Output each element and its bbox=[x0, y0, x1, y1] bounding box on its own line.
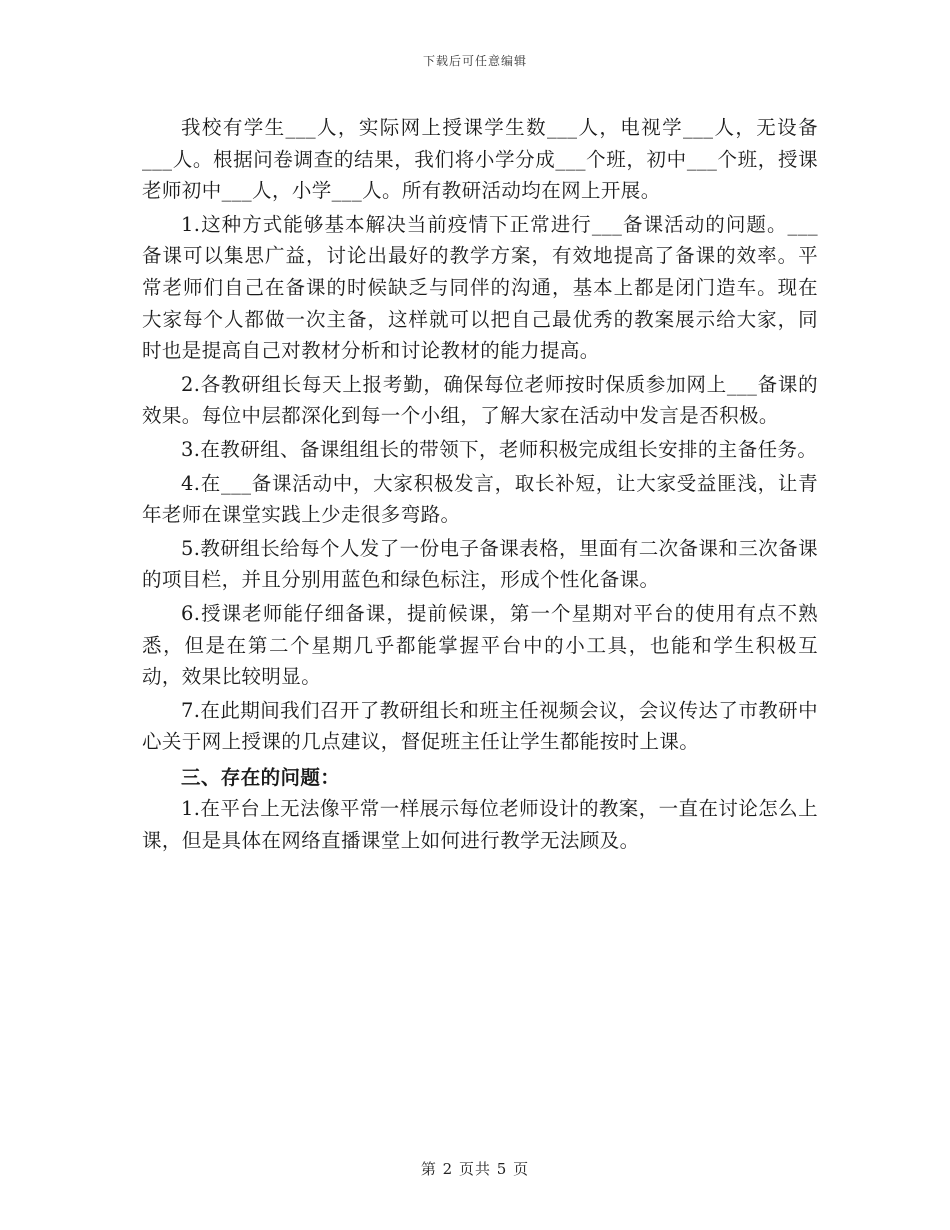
paragraph-item-6: 6.授课老师能仔细备课，提前候课，第一个星期对平台的使用有点不熟悉，但是在第二个星期几乎都能掌握平台中的小工具，也能和学生积极互动，效果比较明显。 bbox=[142, 601, 818, 689]
paragraph-item-2: 2.各教研组长每天上报考勤，确保每位老师按时保质参加网上___备课的效果。每位中层都深化到每一个小组，了解大家在活动中发言是否积极。 bbox=[142, 372, 818, 428]
problem-item-1: 1.在平台上无法像平常一样展示每位老师设计的教案，一直在讨论怎么上课，但是具体在网络直播课堂上如何进行教学无法顾及。 bbox=[142, 797, 818, 853]
section-heading-problems: 三、存在的问题： bbox=[181, 765, 341, 789]
paragraph-item-5: 5.教研组长给每个人发了一份电子备课表格，里面有二次备课和三次备课的项目栏，并且分别用蓝色和绿色标注，形成个性化备课。 bbox=[142, 536, 818, 592]
paragraph-item-7: 7.在此期间我们召开了教研组长和班主任视频会议，会议传达了市教研中心关于网上授课的几点建议，督促班主任让学生都能按时上课。 bbox=[142, 698, 818, 754]
paragraph-intro: 我校有学生___人，实际网上授课学生数___人，电视学___人，无设备___人。根据问卷调查的结果，我们将小学分成___个班，初中___个班，授课老师初中___人，小学___人。所有教研活动均在网上开展。 bbox=[142, 116, 818, 203]
page-header-note: 下载后可任意编辑 bbox=[422, 54, 527, 68]
paragraph-item-1: 1.这种方式能够基本解决当前疫情下正常进行___备课活动的问题。___备课可以集思广益，讨论出最好的教学方案，有效地提高了备课的效率。平常老师们自己在备课的时候缺乏与同伴的沟通，基本上都是闭门造车。现在大家每个人都做一次主备，这样就可以把自己最优秀的教案展示给大家，同时也是提高自己对教材分析和讨论教材的能力提高。 bbox=[142, 212, 818, 363]
page-number: 第 2 页共 5 页 bbox=[420, 1160, 530, 1178]
paragraph-item-4: 4.在___备课活动中，大家积极发言，取长补短，让大家受益匪浅，让青年老师在课堂实践上少走很多弯路。 bbox=[142, 471, 818, 527]
paragraph-item-3: 3.在教研组、备课组组长的带领下，老师积极完成组长安排的主备任务。 bbox=[181, 437, 818, 461]
document-body bbox=[142, 112, 818, 857]
